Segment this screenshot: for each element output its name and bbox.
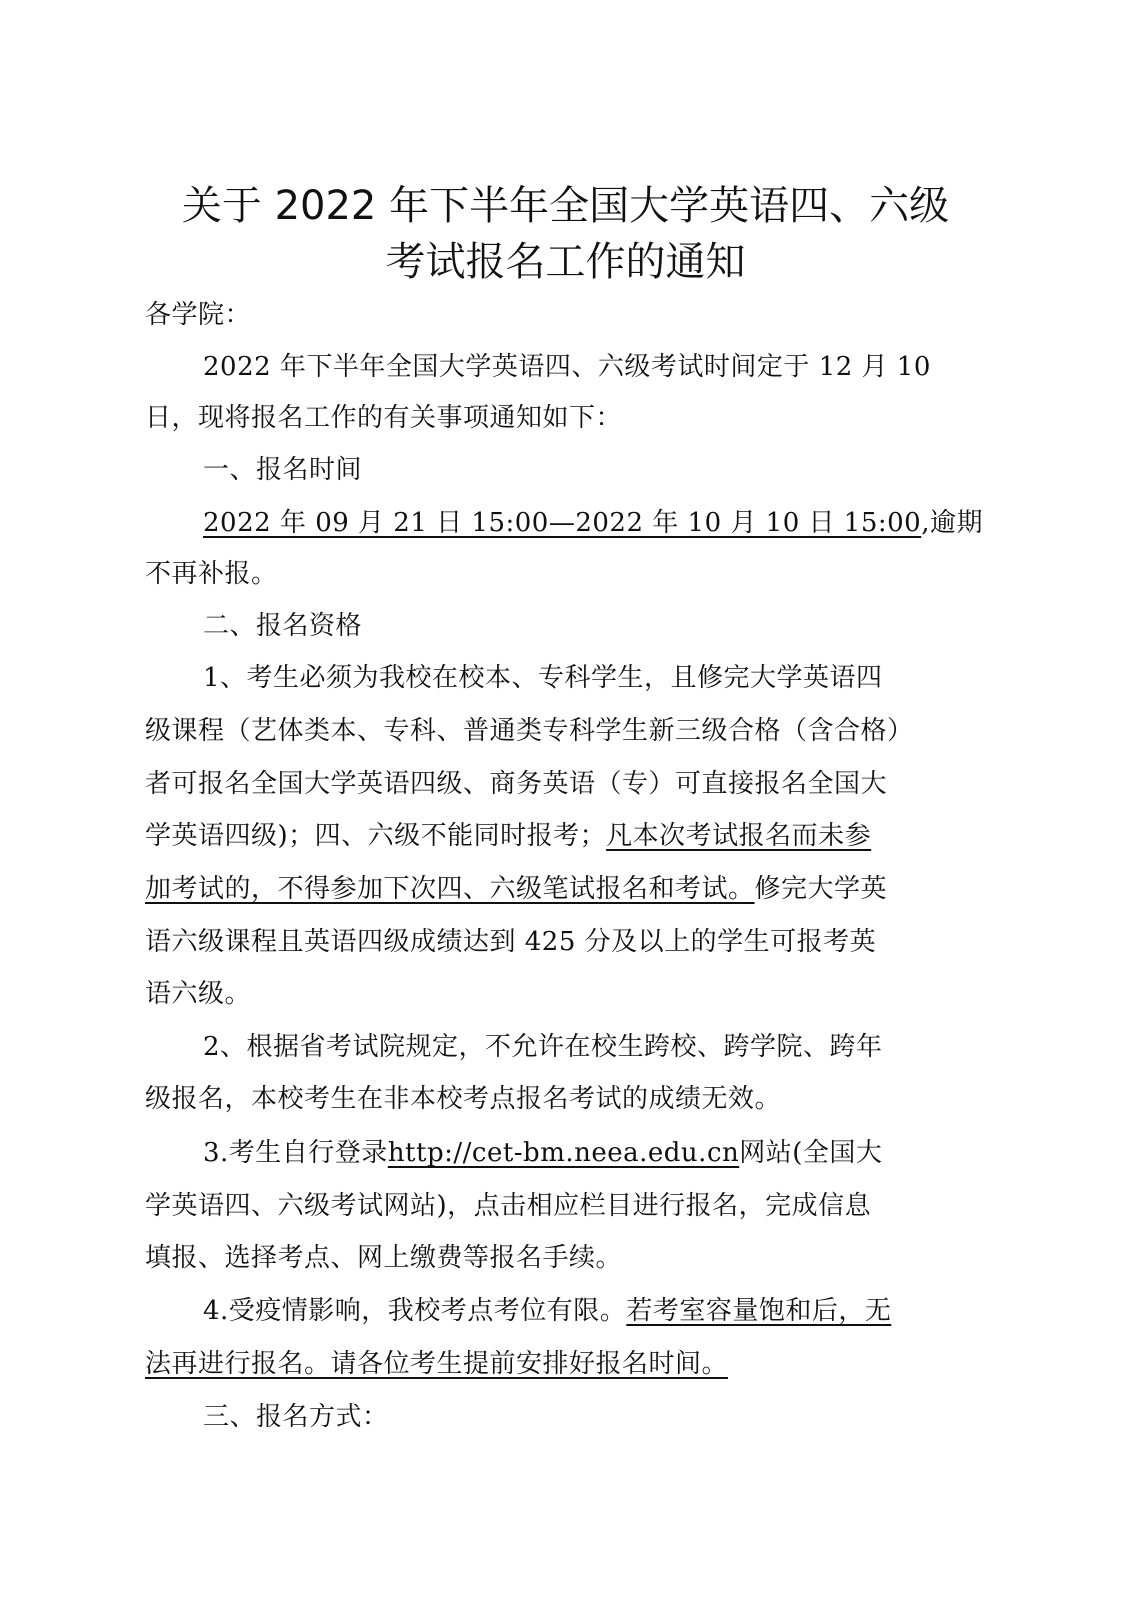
item-3-prefix: 3.考生自行登录 xyxy=(203,1138,388,1168)
item-1-line-4 xyxy=(145,819,871,853)
item-3-suffix: 网站(全国大 xyxy=(739,1138,883,1168)
item-1-line-3: 者可报名全国大学英语四级、商务英语（专）可直接报名全国大 xyxy=(145,769,888,799)
item-4-warning-part-1: 若考室容量饱和后，无 xyxy=(626,1296,892,1326)
intro-line-1: 2022 年下半年全国大学英语四、六级考试时间定于 12 月 10 xyxy=(203,352,931,382)
notice-title-line-2: 考试报名工作的通知 xyxy=(385,239,746,285)
item-2-line-1: 2、根据省考试院规定，不允许在校生跨校、跨学院、跨年 xyxy=(203,1032,883,1062)
intro-line-2: 日，现将报名工作的有关事项通知如下： xyxy=(145,403,623,433)
registration-period: 2022 年 09 月 21 日 15:00—2022 年 10 月 10 日 15:00 xyxy=(203,508,922,538)
item-4-line-2 xyxy=(145,1347,728,1381)
item-1-warning-part-2: 加考试的，不得参加下次四、六级笔试报名和考试。 xyxy=(145,874,755,904)
item-4-warning-part-2: 法再进行报名。请各位考生提前安排好报名时间。 xyxy=(145,1349,729,1379)
item-1-line-7: 语六级。 xyxy=(145,979,252,1009)
item-3-line-3: 填报、选择考点、网上缴费等报名手续。 xyxy=(145,1243,623,1273)
item-4-line-1 xyxy=(203,1294,891,1328)
item-1-line-2: 级课程（艺体类本、专科、普通类专科学生新三级合格（含合格） xyxy=(145,716,914,746)
item-1-line-1: 1、考生必须为我校在校本、专科学生，且修完大学英语四 xyxy=(203,663,883,693)
item-3-line-1 xyxy=(203,1136,882,1170)
section-1-line-2: 不再补报。 xyxy=(145,559,278,589)
salutation: 各学院： xyxy=(145,300,252,330)
item-3-line-2: 学英语四、六级考试网站)，点击相应栏目进行报名，完成信息 xyxy=(145,1191,872,1221)
notice-title-line-1: 关于 2022 年下半年全国大学英语四、六级 xyxy=(181,183,950,229)
section-2-heading: 二、报名资格 xyxy=(203,611,363,641)
item-1-line-4-text: 学英语四级)；四、六级不能同时报考； xyxy=(145,821,607,851)
registration-period-line xyxy=(203,506,983,540)
item-1-line-5 xyxy=(145,872,887,906)
item-1-line-5-text: 修完大学英 xyxy=(754,874,888,904)
item-1-warning-part-1: 凡本次考试报名而未参 xyxy=(606,821,872,851)
registration-deadline-note: ,逾期 xyxy=(921,508,983,538)
section-3-heading: 三、报名方式： xyxy=(203,1402,389,1432)
item-1-line-6: 语六级课程且英语四级成绩达到 425 分及以上的学生可报考英 xyxy=(145,927,877,957)
item-2-line-2: 级报名，本校考生在非本校考点报名考试的成绩无效。 xyxy=(145,1084,782,1114)
section-1-heading: 一、报名时间 xyxy=(203,455,363,485)
item-4-prefix: 4.受疫情影响，我校考点考位有限。 xyxy=(203,1296,627,1326)
cet-registration-link[interactable]: http://cet-bm.neea.edu.cn xyxy=(387,1138,740,1168)
